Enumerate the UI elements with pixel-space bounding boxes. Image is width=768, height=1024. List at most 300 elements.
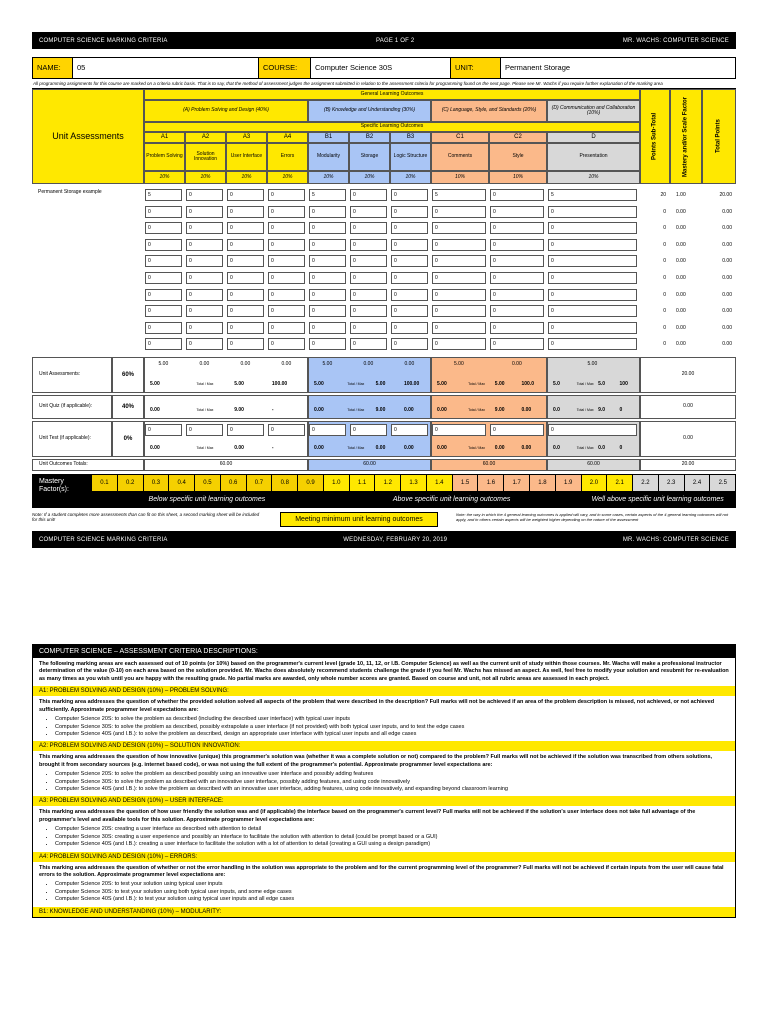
desc-section-title: A1: PROBLEM SOLVING AND DESIGN (10%) – PROBLEM SOLVING: [33,686,735,696]
score-input[interactable]: 0 [350,255,387,267]
header-left: COMPUTER SCIENCE MARKING CRITERIA [39,37,168,44]
assessments-max-b: 5.00 [375,381,386,387]
score-input[interactable]: 0 [490,189,544,201]
outcome-group-3: (C) Language, Style, and Standards (20%) [431,100,547,122]
quiz-avg-c: 0.00 [437,407,447,413]
scale-value: 0.2 [117,475,143,491]
score-input[interactable]: 0 [145,289,182,301]
above-label: Above specific unit learning outcomes [392,495,511,503]
subtotal-value: 0 [663,241,666,248]
test-max-b: 0.00 [375,445,386,451]
quiz-tm-d: Total / Max [576,408,594,412]
scale-value: 1.6 [477,475,503,491]
test-avg-b: 0.00 [314,445,324,451]
score-input[interactable]: 5 [548,189,637,201]
below-label: Below specific unit learning outcomes [148,495,266,503]
assessments-tm-b: Total / Max [347,382,365,386]
subtotal-value: 0 [663,225,666,232]
score-input[interactable]: 0 [227,338,264,350]
code-b3: B3 [390,132,431,143]
desc-title: COMPUTER SCIENCE – ASSESSMENT CRITERIA DESCRIPTIONS: [33,645,735,658]
criterion-c2: Style [489,143,547,171]
scale-value: 2.0 [581,475,607,491]
score-input[interactable]: 5 [309,189,346,201]
score-input[interactable]: 0 [268,189,305,201]
factor-value: 0.00 [676,291,686,298]
total-value: 0.00 [722,225,732,232]
score-input[interactable]: 0 [186,206,223,218]
score-input[interactable]: 0 [548,305,637,317]
score-input[interactable]: 0 [268,272,305,284]
score-input[interactable]: 0 [490,255,544,267]
outcomes-total: 20.00 [640,459,736,471]
outcome-group-1: (A) Problem Solving and Design (40%) [144,100,308,122]
quiz-max-c: 9.00 [494,407,505,413]
avg-value: 5.00 [587,361,598,367]
score-input[interactable]: 0 [186,222,223,234]
score-input[interactable]: 0 [432,272,486,284]
test-tm-d: Total / Max [576,446,594,450]
score-input[interactable]: 0 [145,255,182,267]
score-input[interactable]: 0 [432,322,486,334]
score-input[interactable]: 0 [268,289,305,301]
note-left: Note: If a student completes more assessments than can fit on this sheet, a second marking sheet will be included for this unit! [32,512,260,522]
test-pctv-a: - [271,445,274,451]
quiz-max-d: 9.0 [598,407,606,413]
footer-left: COMPUTER SCIENCE MARKING CRITERIA [39,536,168,543]
test-max-c: 0.00 [494,445,505,451]
assessments-avg-d: 5.0 [553,381,560,387]
score-input[interactable]: 0 [145,305,182,317]
total-value: 0.00 [722,258,732,265]
meeting-label: Meeting minimum unit learning outcomes [280,512,438,527]
score-input[interactable]: 0 [548,255,637,267]
assessments-block-c [431,357,547,393]
assessments-max-c: 5.00 [494,381,505,387]
pct-b3: 10% [390,171,431,184]
subtotal-value: 0 [663,291,666,298]
general-outcomes-label: General Learning Outcomes [144,89,640,100]
test-pct: 0% [112,421,144,457]
score-input[interactable]: 0 [548,289,637,301]
assessments-pct: 60% [112,357,144,393]
factor-value: 0.00 [676,208,686,215]
score-input[interactable]: 0 [391,305,428,317]
score-input[interactable]: 0 [227,239,264,251]
total-value: 0.00 [722,324,732,331]
score-input[interactable]: 0 [309,289,346,301]
total-value: 0.00 [722,241,732,248]
desc-bullet: • Computer Science 40S (and I.B.): creating a user interface to facilitate the solution with a lot of attention to detail (creating a GUI using a design paradigm) [55,841,729,848]
assessments-tm-a: Total / Max [196,382,214,386]
score-input[interactable]: 0 [309,206,346,218]
score-input[interactable]: 0 [432,305,486,317]
score-input[interactable]: 0 [268,255,305,267]
mastery-scale [32,474,736,508]
desc-intro: The following marking areas are each assessed out of 10 points (or 10%) based on the programmer's current level (grade 10, 11, 12, or I.B. Computer Science) as well as the current unit of study within those courses. Mr. Wachs will make a professional instructor determination of the value (0-10) on each area based on the solution provided. Mr. Wachs does absolutely recommend students challenge the grade if you feel Mr. Wachs has missed an aspect. As well, feel free to modify your solution and resubmit for re-evaluation as many times as you wish until you are happy with the resulting grade. No partial marks are awarded, only whole number scores are granted. Based on course and unit, not all rubric areas are assessed in each project. [39,661,729,682]
total-header: Total Points [702,89,736,184]
test-input[interactable]: 0 [268,424,305,436]
test-input[interactable]: 0 [490,424,544,436]
desc-bullet: • Computer Science 40S (and I.B.): to solve the problem as described, design an appropriate user interface with typical user inputs and all edge cases [55,731,729,738]
score-input[interactable]: 0 [145,206,182,218]
quiz-tm-a: Total / Max [196,408,214,412]
test-max-d: 0.0 [598,445,606,451]
score-input[interactable]: 0 [227,206,264,218]
quiz-pctv-d: 0 [619,407,623,413]
score-input[interactable]: 0 [350,272,387,284]
factor-value: 0.00 [676,275,686,281]
subtotal-header: Points Sub-Total [640,89,670,184]
score-input[interactable]: 0 [145,222,182,234]
pct-a2: 10% [185,171,226,184]
score-input[interactable]: 5 [145,189,182,201]
score-input[interactable]: 0 [350,239,387,251]
desc-bullet: • Computer Science 30S: to test your solution using both typical user inputs, and some edge cases [55,889,729,896]
score-input[interactable]: 0 [432,255,486,267]
unit-label: UNIT: [451,58,501,78]
score-input[interactable]: 0 [350,289,387,301]
score-input[interactable]: 0 [227,272,264,284]
note-right: Note: the way in which the 4 general learning outcomes is applied will vary, and in some cases, certain aspects of the 4 general learning outcomes will not apply, and in others certain aspects will be weighted higher depending on the nature of the assessment [456,512,729,522]
avg-value: 5.00 [454,361,464,367]
score-input[interactable]: 0 [350,189,387,201]
total-value: 0.00 [722,341,732,348]
desc-bullet: • Computer Science 20S: creating a user interface as described with attention to detail [55,826,729,833]
page-footer [32,531,736,548]
factor-header: Mastery and/or Scale Factor [670,89,702,184]
desc-bullet: • Computer Science 20S: to solve the problem as described (including the described user interface) with typical user inputs [55,716,729,723]
scale-value: 1.9 [555,475,581,491]
score-input[interactable]: 0 [145,338,182,350]
outcome-group-2: (B) Knowledge and Understanding (30%) [308,100,431,122]
avg-value: 0.00 [512,361,522,367]
scale-value: 0.6 [220,475,246,491]
score-input[interactable]: 0 [186,272,223,284]
score-input[interactable]: 0 [432,206,486,218]
score-input[interactable]: 0 [432,338,486,350]
header-right: MR. WACHS: COMPUTER SCIENCE [622,37,729,44]
scale-value: 1.7 [503,475,529,491]
test-input[interactable]: 0 [227,424,264,436]
score-input[interactable]: 0 [186,322,223,334]
score-input[interactable]: 0 [309,322,346,334]
scale-value: 1.2 [374,475,400,491]
score-input[interactable]: 0 [309,305,346,317]
desc-section-title: A2: PROBLEM SOLVING AND DESIGN (10%) – SOLUTION INNOVATION: [33,741,735,751]
score-input[interactable]: 0 [391,222,428,234]
quiz-avg-a: 0.00 [150,407,160,413]
score-input[interactable]: 0 [490,239,544,251]
desc-section-title: A4: PROBLEM SOLVING AND DESIGN (10%) – ERRORS: [33,852,735,862]
well-above-label: Well above specific unit learning outcomes [591,495,724,503]
row-label: Permanent Storage example [38,189,102,195]
criterion-b1: Modularity [308,143,349,171]
quiz-tm-b: Total / Max [347,408,365,412]
score-input[interactable]: 0 [268,305,305,317]
score-input[interactable]: 0 [227,322,264,334]
scale-value: 2.4 [684,475,710,491]
quiz-pctv-c: 0.00 [521,407,532,413]
test-input[interactable]: 0 [309,424,346,436]
score-input[interactable]: 0 [227,305,264,317]
factor-value: 0.00 [676,324,686,331]
quiz-avg-b: 0.00 [314,407,324,413]
test-input[interactable]: 0 [432,424,486,436]
score-input[interactable]: 0 [227,255,264,267]
unit-assessments-title: Unit Assessments [32,89,144,184]
assessments-avg-b: 5.00 [314,381,324,387]
marking-note: All programming assignments for this course are marked on a criteria rubric basis. That is to say, that the method of assessment judges the assignment submitted in relation to the assessment criteria for programming found on the next page. Please see Mr. Wachs if you require further explanation of the marking area [33,81,663,86]
pct-c1: 10% [431,171,489,184]
score-input[interactable]: 0 [350,305,387,317]
score-input[interactable]: 0 [490,206,544,218]
score-input[interactable]: 0 [145,239,182,251]
mastery-label: Mastery Factor(s): [33,475,91,507]
name-field[interactable]: 05 [73,58,259,78]
score-input[interactable]: 0 [268,222,305,234]
code-b1: B1 [308,132,349,143]
score-input[interactable]: 0 [548,206,637,218]
scale-value: 1.8 [529,475,555,491]
avg-value: 5.00 [158,361,169,367]
score-input[interactable]: 0 [186,338,223,350]
score-input[interactable]: 0 [309,255,346,267]
score-input[interactable]: 0 [309,338,346,350]
desc-bullet: • Computer Science 30S: to solve the problem as described, possibly extrapolate a user interface (if not provided) with both typical user inputs, and to test the edge cases [55,724,729,731]
desc-bullet: • Computer Science 20S: to solve the problem as described possibly using an innovative user interface and possibly adding features [55,771,729,778]
score-input[interactable]: 0 [186,255,223,267]
score-input[interactable]: 5 [432,189,486,201]
score-input[interactable]: 0 [268,338,305,350]
scale-value: 2.2 [632,475,658,491]
code-a1: A1 [144,132,185,143]
criterion-a3: User Interface [226,143,267,171]
assessments-pctv-c: 100.0 [521,381,534,387]
pct-d: 10% [547,171,640,184]
score-input[interactable]: 0 [309,239,346,251]
score-input[interactable]: 0 [548,322,637,334]
total-value: 20.00 [719,192,732,198]
criterion-b3: Logic Structure [390,143,431,171]
footer-right: MR. WACHS: COMPUTER SCIENCE [622,536,729,543]
quiz-max-a: 9.00 [234,407,244,413]
score-input[interactable]: 0 [227,189,264,201]
outcome-total-c: 60.00 [431,459,547,471]
quiz-pct: 40% [112,395,144,419]
total-value: 0.00 [722,308,732,315]
pct-a1: 10% [144,171,185,184]
test-input[interactable]: 0 [186,424,223,436]
avg-value: 0.00 [281,361,292,367]
score-input[interactable]: 0 [186,289,223,301]
criterion-a1: Problem Solving [144,143,185,171]
factor-value: 0.00 [676,258,686,265]
specific-outcomes-label: Specific Learning Outcomes [144,122,640,132]
score-input[interactable]: 0 [548,222,637,234]
avg-value: 0.00 [199,361,210,367]
test-total: 0.00 [640,421,736,457]
code-a4: A4 [267,132,308,143]
factor-value: 0.00 [676,241,686,248]
score-input[interactable]: 0 [490,322,544,334]
footer-center: WEDNESDAY, FEBRUARY 20, 2019 [343,536,448,543]
assessments-pctv-b: 100.00 [403,381,420,387]
desc-section-title: B1: KNOWLEDGE AND UNDERSTANDING (10%) – MODULARITY: [33,907,735,917]
score-input[interactable]: 0 [268,206,305,218]
score-input[interactable]: 0 [548,239,637,251]
test-pctv-b: 0.00 [403,445,414,451]
pct-b2: 10% [349,171,390,184]
scale-value: 2.1 [606,475,632,491]
desc-section-title: A3: PROBLEM SOLVING AND DESIGN (10%) – USER INTERFACE: [33,796,735,806]
quiz-label: Unit Quiz (if applicable): [32,395,112,419]
course-field[interactable]: Computer Science 30S [311,58,451,78]
score-input[interactable]: 0 [490,305,544,317]
score-input[interactable]: 0 [268,322,305,334]
scale-values [91,475,735,491]
desc-bullet: • Computer Science 30S: to solve the problem as described with an innovative user interface, possibly adding features, and using code innovatively [55,779,729,786]
score-input[interactable]: 0 [350,222,387,234]
desc-bullet: • Computer Science 40S (and I.B.): to test your solution using typical user inputs and all edge cases [55,896,729,903]
score-input[interactable]: 0 [391,322,428,334]
score-input[interactable]: 0 [432,289,486,301]
score-input[interactable]: 0 [432,239,486,251]
criterion-d: Presentation [547,143,640,171]
subtotal-value: 0 [663,258,666,265]
test-tm-c: Total / Max [468,446,486,450]
total-value: 0.00 [722,208,732,215]
test-input[interactable]: 0 [145,424,182,436]
score-input[interactable]: 0 [391,289,428,301]
desc-bullet: • Computer Science 20S: to test your solution using typical user inputs [55,881,729,888]
scale-value: 2.5 [709,475,735,491]
pct-a4: 10% [267,171,308,184]
pct-b1: 10% [308,171,349,184]
code-c1: C1 [431,132,489,143]
assessments-avg-c: 5.00 [437,381,447,387]
test-pctv-c: 0.00 [521,445,532,451]
score-input[interactable]: 0 [391,206,428,218]
assessments-label: Unit Assessments: [32,357,112,393]
test-input[interactable]: 0 [350,424,387,436]
assessments-pctv-d: 100 [619,381,628,387]
criterion-b2: Storage [349,143,390,171]
score-input[interactable]: 0 [186,189,223,201]
desc-section-text: This marking area addresses the question of whether or not the error handling in the solution was appropriate to the problem and for the current programming level of the programmer? Full marks will not be achieved if certain inputs from the user will cause fatal errors to the solution. Approximate programmer level expectations are: • Computer Science 20S: to test your solution using typical user inputs • Computer Science 30S: to test your solution using both typical user inputs, and some edge cases • Computer Science 40S (and I.B.): to test your solution using typical user inputs and all edge cases [33,862,735,907]
score-input[interactable]: 0 [350,338,387,350]
score-input[interactable]: 0 [268,239,305,251]
assessments-total: 20.00 [640,357,736,393]
factor-value: 0.00 [676,308,686,315]
subtotal-value: 0 [663,324,666,331]
score-input[interactable]: 0 [490,289,544,301]
factor-value: 0.00 [676,225,686,232]
outcome-group-4: (D) Communication and Collaboration (10%) [547,100,640,122]
subtotal-value: 0 [663,275,666,281]
quiz-block-d [547,395,640,419]
outcomes-label: Unit Outcomes Totals: [32,459,144,471]
subtotal-value: 0 [663,341,666,348]
score-input[interactable]: 0 [350,206,387,218]
score-input[interactable]: 0 [490,272,544,284]
name-row [32,57,736,79]
score-input[interactable]: 0 [490,338,544,350]
test-max-a: 0.00 [234,445,244,451]
pct-a3: 10% [226,171,267,184]
criterion-a2: Solution Innovation [185,143,226,171]
assessments-avg-a: 5.00 [150,381,160,387]
score-input[interactable]: 0 [391,239,428,251]
score-input[interactable]: 0 [432,222,486,234]
assessment-grid [32,88,736,468]
subtotal-value: 20 [660,192,666,198]
score-input[interactable]: 0 [227,289,264,301]
scale-value: 2.3 [658,475,684,491]
outcome-total-a: 60.00 [144,459,308,471]
scale-value: 0.7 [246,475,272,491]
quiz-pctv-a: - [271,407,274,413]
avg-value: 5.00 [322,361,333,367]
score-input[interactable]: 0 [548,338,637,350]
code-b2: B2 [349,132,390,143]
score-input[interactable]: 0 [186,305,223,317]
score-input[interactable]: 0 [145,322,182,334]
avg-value: 0.00 [363,361,374,367]
assessments-max-d: 5.0 [598,381,606,387]
test-avg-a: 0.00 [150,445,160,451]
score-input[interactable]: 0 [391,189,428,201]
scale-value: 0.9 [297,475,323,491]
criterion-c1: Comments [431,143,489,171]
marking-sheet [32,32,736,548]
scale-value: 0.4 [168,475,194,491]
score-input[interactable]: 0 [227,222,264,234]
test-avg-c: 0.00 [437,445,447,451]
outcome-total-d: 60.00 [547,459,640,471]
test-input[interactable]: 0 [548,424,637,436]
scale-value: 0.5 [194,475,220,491]
unit-field[interactable]: Permanent Storage [505,63,571,72]
scale-value: 0.8 [271,475,297,491]
score-input[interactable]: 0 [145,272,182,284]
score-input[interactable]: 0 [309,272,346,284]
total-value: 0.00 [722,275,732,281]
score-input[interactable]: 0 [490,222,544,234]
pct-c2: 10% [489,171,547,184]
outcome-total-b: 60.00 [308,459,431,471]
score-input[interactable]: 0 [391,255,428,267]
scale-value: 0.1 [91,475,117,491]
criterion-a4: Errors [267,143,308,171]
quiz-pctv-b: 0.00 [403,407,414,413]
test-avg-d: 0.0 [553,445,560,451]
test-input[interactable]: 0 [391,424,428,436]
quiz-total: 0.00 [640,395,736,419]
score-input[interactable]: 0 [309,222,346,234]
assessments-tm-d: Total / Max [576,382,594,386]
scale-value: 0.3 [143,475,169,491]
code-a3: A3 [226,132,267,143]
quiz-block-a [144,395,308,419]
score-input[interactable]: 0 [391,272,428,284]
score-input[interactable]: 0 [350,322,387,334]
assessments-tm-c: Total / Max [468,382,486,386]
score-input[interactable]: 0 [548,272,637,284]
score-input[interactable]: 0 [186,239,223,251]
assessments-pctv-a: 100.00 [271,381,288,387]
score-input[interactable]: 0 [391,338,428,350]
